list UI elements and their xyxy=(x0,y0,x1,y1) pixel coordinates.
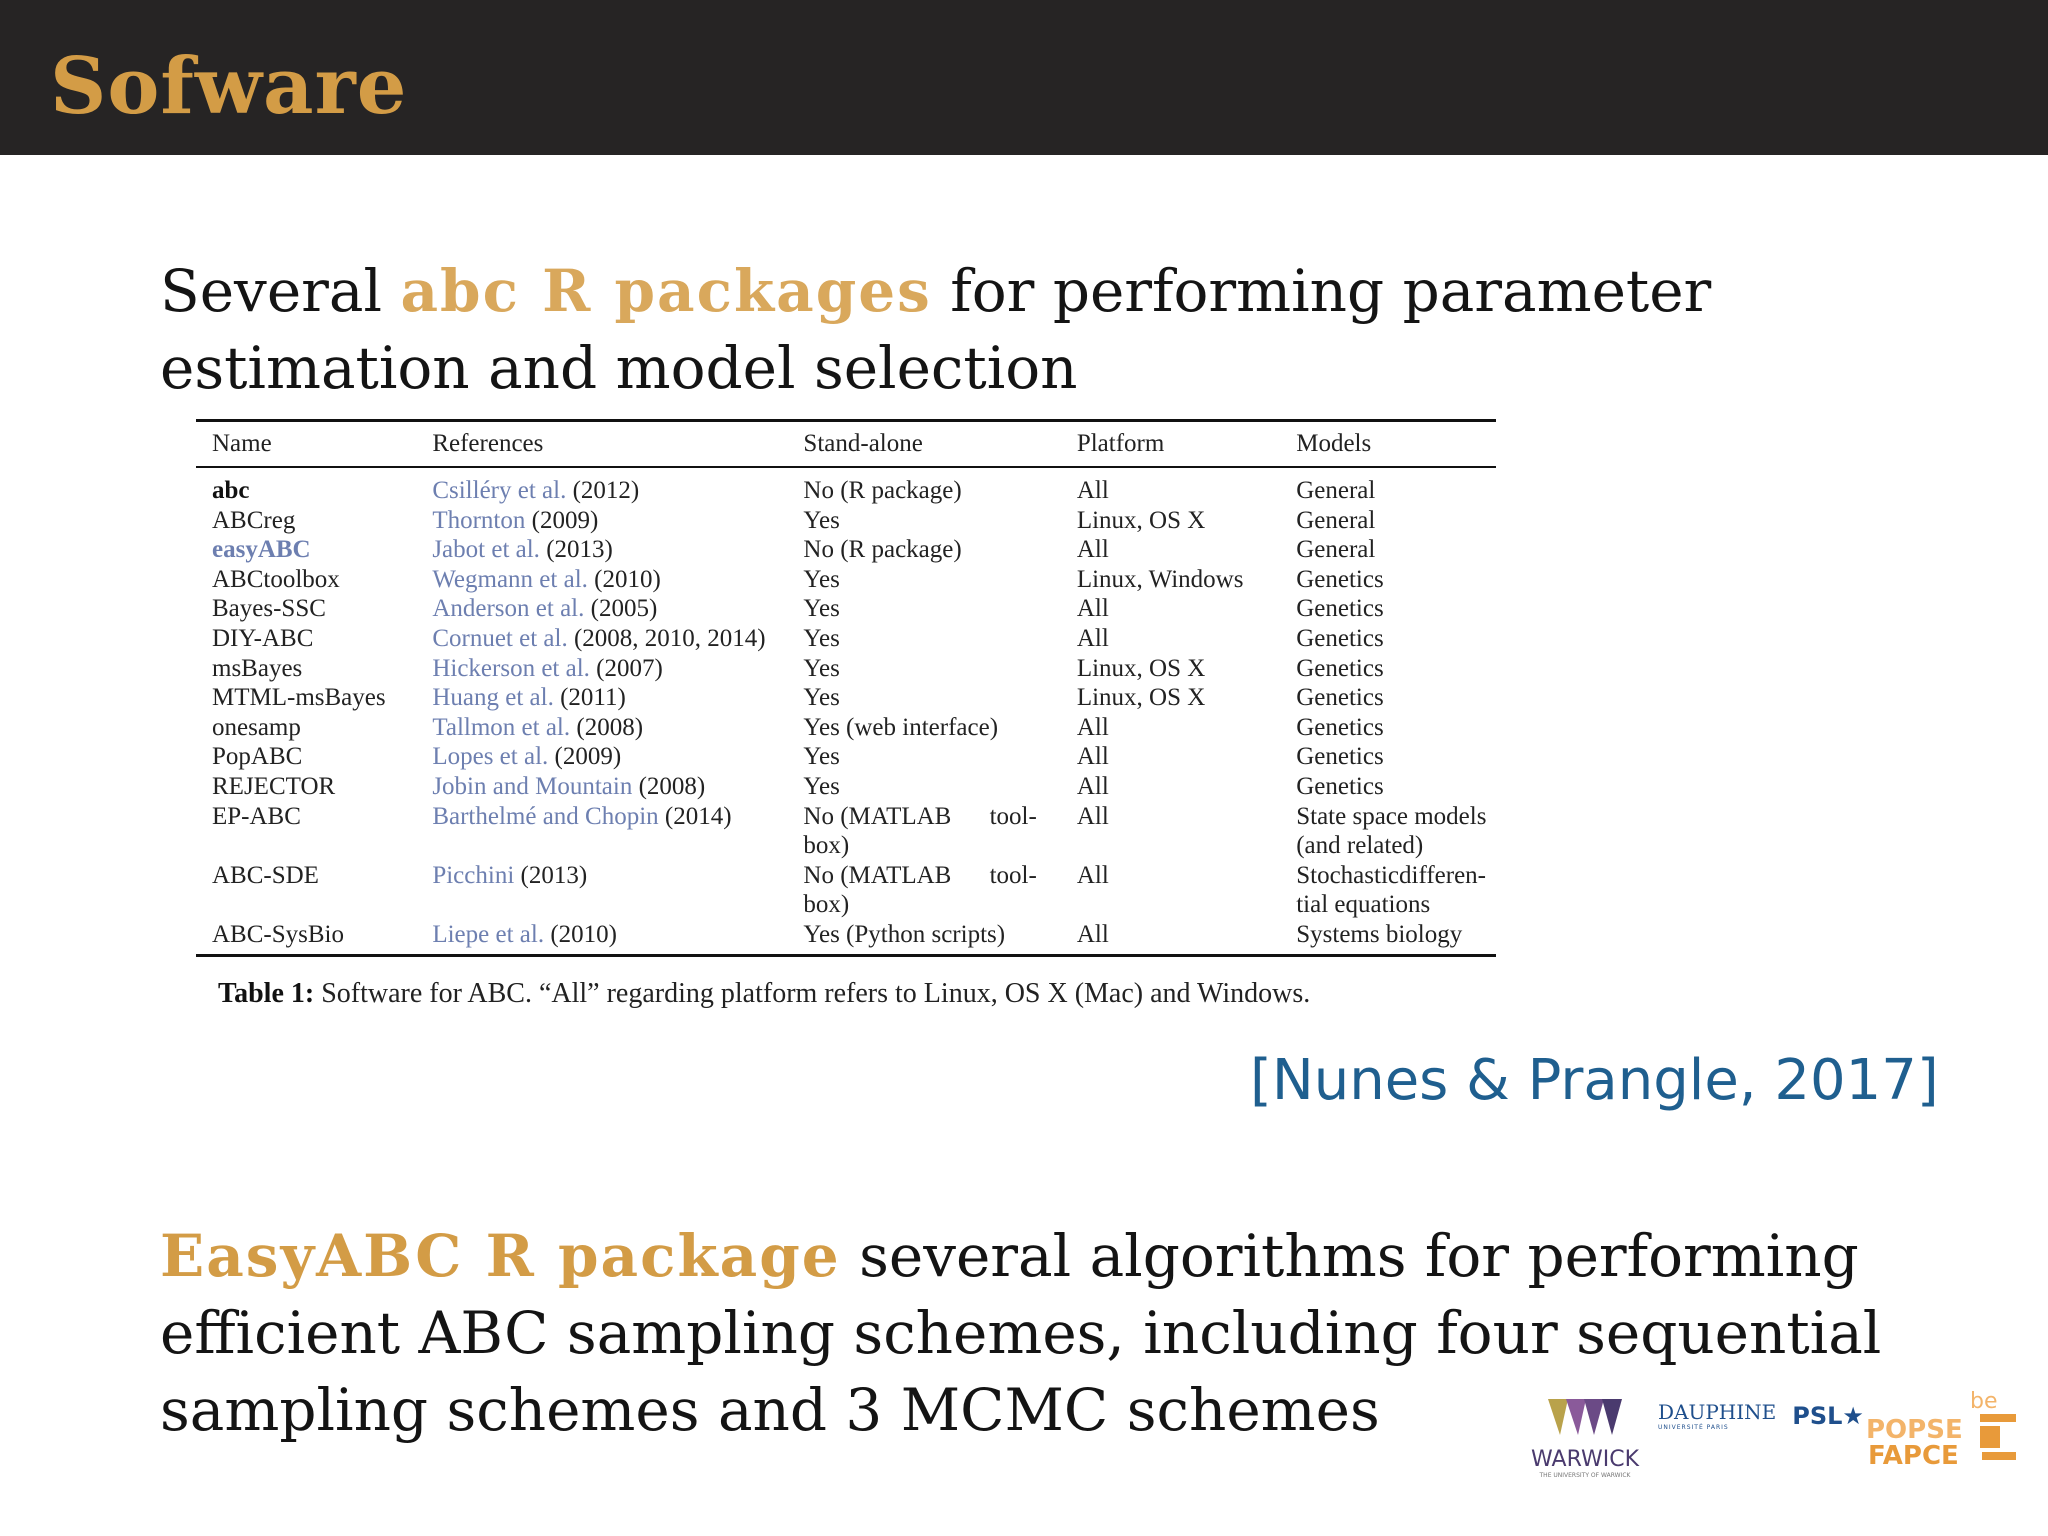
warwick-crest-icon xyxy=(1530,1395,1640,1441)
models-line-1: State space models xyxy=(1296,802,1487,830)
header-standalone: Stand-alone xyxy=(787,421,1060,468)
reference-link[interactable]: Cornuet et al. xyxy=(432,624,568,652)
models-line-2: (and related) xyxy=(1296,832,1424,860)
reference-link[interactable]: Liepe et al. xyxy=(432,920,545,948)
cell-models: General xyxy=(1296,506,1376,534)
cell-reference xyxy=(416,742,787,772)
header-name: Name xyxy=(196,421,416,468)
reference-years: (2009) xyxy=(554,743,622,771)
intro-text-before: Several xyxy=(160,257,401,325)
table-row xyxy=(196,506,1496,536)
cell-standalone: Yes xyxy=(803,772,840,800)
standalone-part-a: No (MATLAB xyxy=(803,802,952,830)
pf-logo-top: be xyxy=(1970,1390,1998,1414)
cell-standalone: Yes (Python scripts) xyxy=(803,920,1006,948)
cell-models: General xyxy=(1296,536,1376,564)
cell-reference xyxy=(416,624,787,654)
easyabc-highlight: EasyABC R package xyxy=(160,1222,841,1290)
pf-logo-icon xyxy=(1862,1390,2022,1470)
warwick-name: WARWICK xyxy=(1530,1447,1640,1472)
reference-link[interactable]: Tallmon et al. xyxy=(432,713,571,741)
cell-name: msBayes xyxy=(212,654,303,682)
cell-reference xyxy=(416,713,787,743)
cell-name: EP-ABC xyxy=(212,802,301,830)
cell-models: Genetics xyxy=(1296,743,1384,771)
intro-text-after: for performing parameter estimation and model selection xyxy=(160,257,1712,402)
cell-reference xyxy=(416,654,787,684)
standalone-line-1 xyxy=(803,802,1060,832)
cell-standalone: Yes xyxy=(803,684,840,712)
cell-models: Genetics xyxy=(1296,772,1384,800)
cell-reference xyxy=(416,467,787,506)
cell-platform: Linux, OS X xyxy=(1076,684,1206,712)
easyabc-text-after: several algorithms for performing efficient ABC sampling schemes, including four sequential sampling schemes and 3 MCMC schemes xyxy=(160,1222,1882,1444)
cell-reference xyxy=(416,861,787,920)
reference-years: (2010) xyxy=(594,565,661,593)
dauphine-psl-logo xyxy=(1658,1400,1864,1431)
table-header-row xyxy=(196,421,1496,468)
table-row xyxy=(196,594,1496,624)
reference-years: (2008) xyxy=(576,713,644,741)
reference-link[interactable]: Wegmann et al. xyxy=(432,565,588,593)
warwick-subtitle: THE UNIVERSITY OF WARWICK xyxy=(1539,1472,1631,1479)
cell-name: ABC-SysBio xyxy=(212,920,344,948)
cell-standalone: Yes xyxy=(803,743,840,771)
cell-models: Systems biology xyxy=(1296,920,1463,948)
table-row xyxy=(196,535,1496,565)
cell-name: onesamp xyxy=(212,713,301,741)
cell-standalone: Yes xyxy=(803,595,840,623)
cell-standalone: Yes xyxy=(803,624,840,652)
dauphine-row xyxy=(1658,1400,1864,1431)
cell-name: ABC-SDE xyxy=(212,861,319,889)
dauphine-block xyxy=(1658,1400,1776,1431)
reference-years: (2005) xyxy=(590,595,658,623)
reference-years: (2009) xyxy=(531,506,599,534)
models-part-b: differen- xyxy=(1399,861,1486,889)
pf-logo-bottom: FAPCE xyxy=(1868,1441,1959,1470)
software-table-wrap xyxy=(196,419,1496,957)
reference-link[interactable]: Jabot et al. xyxy=(432,536,540,564)
caption-text: Software for ABC. “All” regarding platform refers to Linux, OS X (Mac) and Windows. xyxy=(321,978,1311,1009)
standalone-part-b: tool- xyxy=(989,861,1037,889)
table-row xyxy=(196,802,1496,861)
table-caption xyxy=(218,978,1310,1010)
title-bar xyxy=(0,0,2048,155)
cell-reference xyxy=(416,565,787,595)
reference-link[interactable]: Barthelmé and Chopin xyxy=(432,802,659,830)
cell-name: PopABC xyxy=(212,743,303,771)
table-row xyxy=(196,624,1496,654)
reference-link[interactable]: Anderson et al. xyxy=(432,595,585,623)
models-line-1 xyxy=(1296,861,1496,891)
cell-name: abc xyxy=(212,477,250,504)
dauphine-subtitle: UNIVERSITÉ PARIS xyxy=(1658,1424,1729,1431)
cell-name: Bayes-SSC xyxy=(212,595,326,623)
cell-platform: Linux, OS X xyxy=(1076,506,1206,534)
standalone-part-a: No (MATLAB xyxy=(803,861,952,889)
cell-models: Genetics xyxy=(1296,713,1384,741)
reference-years: (2007) xyxy=(596,654,663,682)
cell-standalone: Yes xyxy=(803,654,840,682)
cell-reference xyxy=(416,506,787,536)
reference-years: (2014) xyxy=(664,802,732,830)
cell-reference xyxy=(416,920,787,955)
intro-highlight: abc R packages xyxy=(400,257,932,325)
table-row xyxy=(196,742,1496,772)
reference-years: (2012) xyxy=(572,477,640,504)
cell-name: ABCreg xyxy=(212,506,296,534)
warwick-logo xyxy=(1530,1395,1640,1479)
reference-years: (2008) xyxy=(638,772,706,800)
reference-years: (2011) xyxy=(560,684,626,712)
cell-platform: Linux, Windows xyxy=(1076,565,1244,593)
reference-years: (2008, 2010, 2014) xyxy=(573,624,766,652)
slide-title: Sofware xyxy=(50,41,408,132)
cell-models xyxy=(1280,861,1496,920)
reference-link[interactable]: Thornton xyxy=(432,506,526,534)
cell-reference xyxy=(416,683,787,713)
cell-standalone xyxy=(787,861,1060,920)
caption-label: Table 1: xyxy=(218,978,315,1009)
standalone-part-b: tool- xyxy=(989,802,1037,830)
table-row xyxy=(196,713,1496,743)
cell-models: Genetics xyxy=(1296,654,1384,682)
cell-platform: All xyxy=(1076,713,1109,741)
cell-reference xyxy=(416,535,787,565)
reference-years: (2013) xyxy=(520,861,588,889)
psl-name: PSL★ xyxy=(1792,1401,1864,1430)
reference-years: (2013) xyxy=(546,536,613,564)
dauphine-name: DAUPHINE xyxy=(1658,1400,1777,1424)
cell-standalone: No (R package) xyxy=(803,536,962,564)
pf-logo xyxy=(1862,1390,2022,1474)
table-row xyxy=(196,683,1496,713)
reference-link[interactable]: Huang et al. xyxy=(432,684,554,712)
cell-name: MTML-msBayes xyxy=(212,684,386,712)
cell-platform: Linux, OS X xyxy=(1076,654,1206,682)
reference-link[interactable]: Jobin and Mountain xyxy=(432,772,633,800)
cell-models: Genetics xyxy=(1296,684,1384,712)
cell-standalone: No (R package) xyxy=(803,477,962,504)
cell-platform: All xyxy=(1076,920,1109,948)
standalone-line-1 xyxy=(803,861,1060,891)
standalone-line-2: box) xyxy=(803,832,850,860)
models-part-a: Stochastic xyxy=(1296,861,1399,889)
cell-platform: All xyxy=(1076,743,1109,771)
reference-link[interactable]: Picchini xyxy=(432,861,515,889)
cell-standalone: Yes xyxy=(803,565,840,593)
reference-link[interactable]: Hickerson et al. xyxy=(432,654,590,682)
cell-name: REJECTOR xyxy=(212,772,336,800)
cell-reference xyxy=(416,802,787,861)
cell-name: ABCtoolbox xyxy=(212,565,340,593)
cell-platform: All xyxy=(1076,536,1109,564)
cell-name: DIY-ABC xyxy=(212,624,314,652)
header-models: Models xyxy=(1280,421,1496,468)
cell-reference xyxy=(416,772,787,802)
cell-standalone xyxy=(787,802,1060,861)
cell-models: General xyxy=(1296,477,1376,504)
reference-link[interactable]: Lopes et al. xyxy=(432,743,549,771)
table-row xyxy=(196,772,1496,802)
table-row xyxy=(196,920,1496,955)
cell-platform: All xyxy=(1076,802,1109,830)
cell-platform: All xyxy=(1076,624,1109,652)
cell-platform: All xyxy=(1076,772,1109,800)
cell-models: Genetics xyxy=(1296,595,1384,623)
cell-standalone: Yes (web interface) xyxy=(803,713,999,741)
standalone-line-2: box) xyxy=(803,891,850,919)
cell-platform: All xyxy=(1076,595,1109,623)
cell-standalone: Yes xyxy=(803,506,840,534)
models-line-2: tial equations xyxy=(1296,891,1431,919)
header-platform: Platform xyxy=(1061,421,1280,468)
cell-platform: All xyxy=(1076,861,1109,889)
intro-paragraph xyxy=(160,253,1900,407)
table-row xyxy=(196,565,1496,595)
reference-link[interactable]: Csilléry et al. xyxy=(432,477,567,504)
pf-logo-mid: POPSE xyxy=(1866,1415,1963,1445)
table-row xyxy=(196,861,1496,920)
table-row xyxy=(196,467,1496,506)
citation[interactable]: [Nunes & Prangle, 2017] xyxy=(1250,1048,1939,1113)
cell-reference xyxy=(416,594,787,624)
cell-platform: All xyxy=(1076,477,1109,504)
cell-name: easyABC xyxy=(212,536,311,564)
cell-models xyxy=(1280,802,1496,861)
cell-models: Genetics xyxy=(1296,624,1384,652)
cell-models: Genetics xyxy=(1296,565,1384,593)
reference-years: (2010) xyxy=(550,920,617,948)
table-row xyxy=(196,654,1496,684)
software-table xyxy=(196,419,1496,957)
header-references: References xyxy=(416,421,787,468)
